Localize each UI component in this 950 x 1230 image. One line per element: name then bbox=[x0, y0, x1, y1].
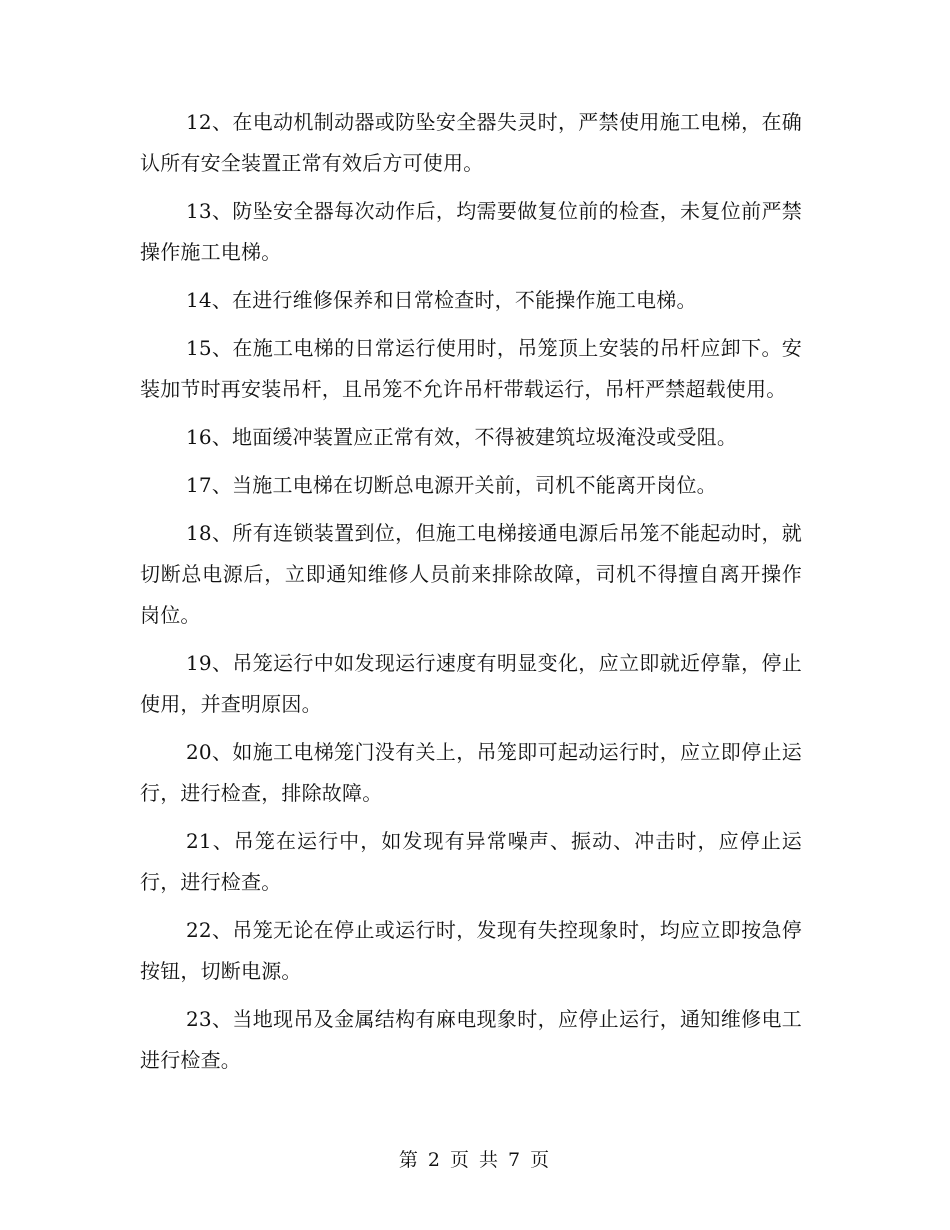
paragraph-22: 22、吊笼无论在停止或运行时，发现有失控现象时，均应立即按急停按钮，切断电源。 bbox=[140, 918, 802, 983]
paragraph-14: 14、在进行维修保养和日常检查时，不能操作施工电梯。 bbox=[186, 288, 697, 312]
paragraph-18: 18、所有连锁装置到位，但施工电梯接通电源后吊笼不能起动时，就切断总电源后，立即通知维修人员前来排除故障，司机不得擅自离开操作岗位。 bbox=[140, 521, 802, 627]
paragraph-16: 16、地面缓冲装置应正常有效，不得被建筑垃圾淹没或受阻。 bbox=[186, 425, 738, 449]
paragraph-21: 21、吊笼在运行中，如发现有异常噪声、振动、冲击时，应停止运行，进行检查。 bbox=[140, 829, 802, 894]
paragraph-23: 23、当地现吊及金属结构有麻电现象时，应停止运行，通知维修电工进行检查。 bbox=[140, 1007, 802, 1072]
document-body bbox=[140, 102, 802, 1088]
paragraph-19: 19、吊笼运行中如发现运行速度有明显变化，应立即就近停靠，停止使用，并查明原因。 bbox=[140, 651, 802, 716]
paragraph-12: 12、在电动机制动器或防坠安全器失灵时，严禁使用施工电梯，在确认所有安全装置正常有效后方可使用。 bbox=[140, 110, 802, 175]
paragraph-17: 17、当施工电梯在切断总电源开关前，司机不能离开岗位。 bbox=[186, 473, 717, 497]
page-number-footer: 第 2 页 共 7 页 bbox=[398, 1149, 552, 1171]
paragraph-20: 20、如施工电梯笼门没有关上，吊笼即可起动运行时，应立即停止运行，进行检查，排除故障。 bbox=[140, 740, 802, 805]
paragraph-13: 13、防坠安全器每次动作后，均需要做复位前的检查，未复位前严禁操作施工电梯。 bbox=[140, 199, 802, 264]
paragraph-15: 15、在施工电梯的日常运行使用时，吊笼顶上安装的吊杆应卸下。安装加节时再安装吊杆，且吊笼不允许吊杆带载运行，吊杆严禁超载使用。 bbox=[140, 336, 802, 401]
